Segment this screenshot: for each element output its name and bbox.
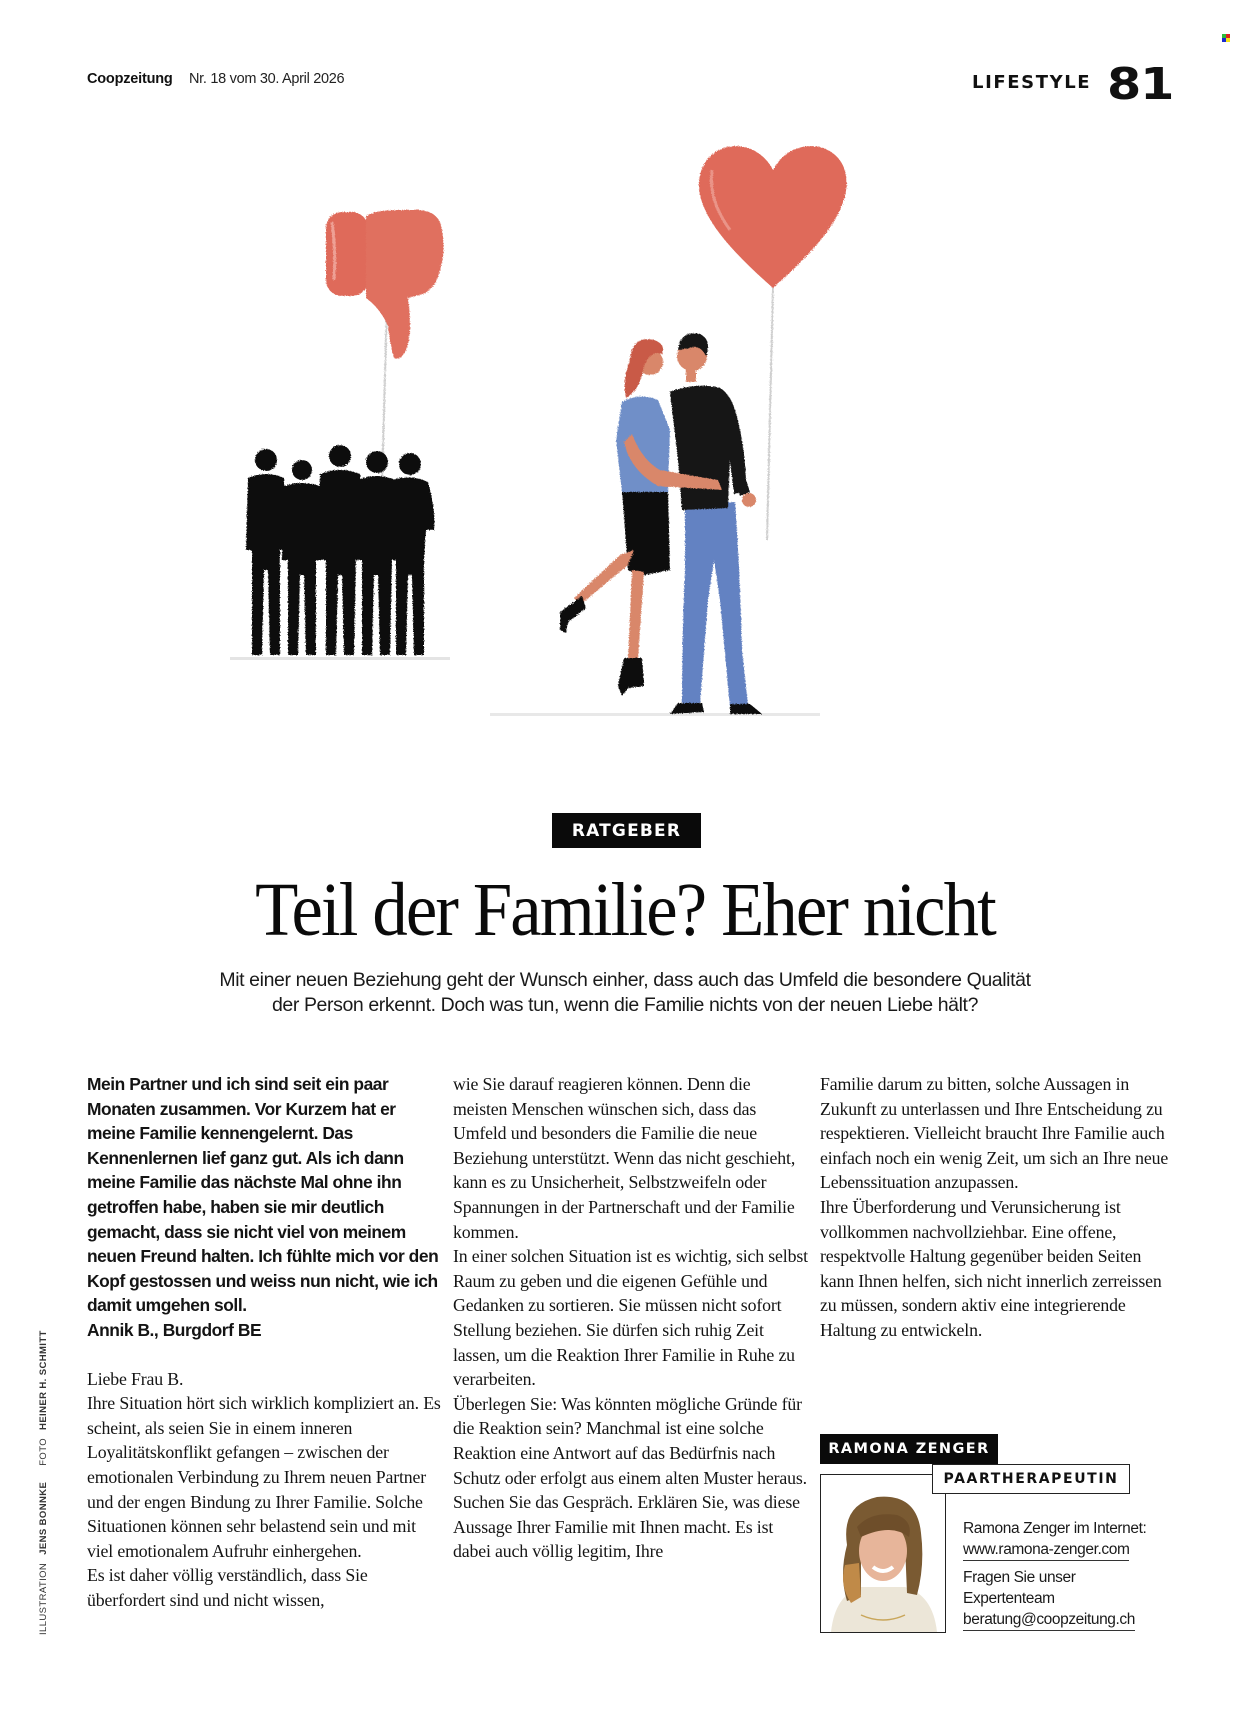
answer-paragraph: In einer solchen Situation ist es wichtig, sich selbst Raum zu geben und die eigenen Gefühle und Gedanken zu sortieren. Sie müssen nicht sofort Stellung beziehen. Sie dürfen sich ruhig Zeit lassen, um die Reaktion Ihrer Familie in Ruhe zu verarbeiten. [453, 1246, 808, 1390]
expert-email-link[interactable]: beratung@coopzeitung.ch [963, 1609, 1135, 1631]
deck-line-2: der Person erkennt. Doch was tun, wenn die Familie nichts von der neuen Liebe hält? [271, 994, 979, 1016]
ground-shadow-right [490, 713, 820, 716]
article-column-1 [87, 1072, 442, 1612]
questions-label-line-2: Expertenteam [963, 1590, 1055, 1607]
questions-label-line-1: Fragen Sie unser [963, 1569, 1076, 1586]
photographer-name: HEINER H. SCHMITT [38, 1330, 49, 1430]
photo-credit-label: FOTO [38, 1437, 49, 1466]
page-number: 81 [1107, 59, 1174, 110]
article-illustration [230, 130, 980, 780]
answer-paragraph: Ihre Situation hört sich wirklich kompliziert an. Es scheint, als seien Sie in einem inneren Loyalitätskonflikt gefangen – zwischen der emotionalen Verbindung zu Ihrem neuen Partner und der engen Bindung zu Ihrer Familie. Solche Situationen können sehr belastend sein und mit viel emotionalem Aufruhr einhergehen. [87, 1393, 441, 1561]
silhouette-person-5 [390, 453, 434, 655]
article-deck [150, 968, 1100, 1018]
expert-name-badge: RAMONA ZENGER [820, 1434, 998, 1464]
answer-paragraph: wie Sie darauf reagieren können. Denn die meisten Menschen wünschen sich, dass das Umfeld und besonders die Familie die neue Beziehung unterstützt. Wenn das nicht geschieht, kann es zu Unsicherheit, Selbstzweifeln oder Spannungen in der Partnerschaft und der Familie kommen. [453, 1074, 796, 1242]
article-column-2 [453, 1072, 808, 1564]
reader-question: Mein Partner und ich sind seit ein paar Monaten zusammen. Vor Kurzem hat er meine Familie kennengelernt. Das Kennenlernen lief ganz gut. Als ich dann meine Familie das nächste Mal ohne ihn getroffen habe, haben sie mir deutlich gemacht, dass sie nicht viel von meinem neuen Freund halten. Ich fühlte mich vor den Kopf gestossen und weiss nun nicht, wie ich damit umgehen soll. [87, 1074, 439, 1316]
silhouette-person-2 [282, 460, 324, 655]
expert-contact-info [963, 1518, 1183, 1631]
section-label: LIFESTYLE [972, 72, 1092, 93]
expert-internet-label: Ramona Zenger im Internet: [963, 1520, 1147, 1537]
answer-paragraph: Es ist daher völlig verständlich, dass Sie überfordert sind und nicht wissen, [87, 1565, 368, 1610]
issue-date: Nr. 18 vom 30. April 2026 [189, 71, 345, 87]
answer-paragraph: Überlegen Sie: Was könnten mögliche Gründe für die Reaktion sein? Manchmal ist eine solche Reaktion eine Antwort auf das Bedürfnis nach Schutz oder erfolgt aus einem alten Muster heraus. Suchen Sie das Gespräch. Erklären Sie, was diese Aussage Ihrer Familie mit Ihnen macht. Es ist dabei auch völlig legitim, Ihre [453, 1393, 807, 1562]
kissing-couple [560, 333, 762, 714]
expert-photo [820, 1474, 946, 1633]
print-registration-mark-icon [1222, 34, 1230, 42]
expert-role-badge: PAARTHERAPEUTIN [932, 1464, 1130, 1494]
image-credits [38, 1330, 49, 1635]
article-column-3 [820, 1072, 1175, 1343]
silhouette-person-1 [246, 449, 286, 655]
answer-salutation: Liebe Frau B. [87, 1368, 184, 1389]
ground-shadow-left [230, 657, 450, 660]
family-silhouettes [246, 445, 434, 655]
deck-line-1: Mit einer neuen Beziehung geht der Wunsch einher, dass auch das Umfeld die besondere Qualität [219, 969, 1031, 991]
answer-paragraph: Familie darum zu bitten, solche Aussagen in Zukunft zu unterlassen und Ihre Entscheidung zu respektieren. Vielleicht braucht Ihre Familie auch einfach noch ein wenig Zeit, um sich an Ihre neue Lebenssituation anzupassen. [820, 1074, 1169, 1193]
question-author: Annik B., Burgdorf BE [87, 1319, 262, 1340]
publication-name: Coopzeitung [87, 71, 173, 87]
expert-website-link[interactable]: www.ramona-zenger.com [963, 1539, 1129, 1561]
article-headline: Teil der Familie? Eher nicht [255, 868, 995, 952]
article-kicker: RATGEBER [552, 813, 701, 848]
answer-paragraph: Ihre Überforderung und Verunsicherung ist vollkommen nachvollziehbar. Eine offene, respektvolle Haltung gegenüber beiden Seiten kann Ihnen helfen, sich nicht innerlich zerreissen zu müssen, sondern aktiv eine integrierende Haltung zu entwickeln. [820, 1196, 1162, 1340]
illustration-credit-label: ILLUSTRATION [38, 1562, 49, 1635]
illustrator-name: JENS BONNKE [38, 1481, 49, 1555]
